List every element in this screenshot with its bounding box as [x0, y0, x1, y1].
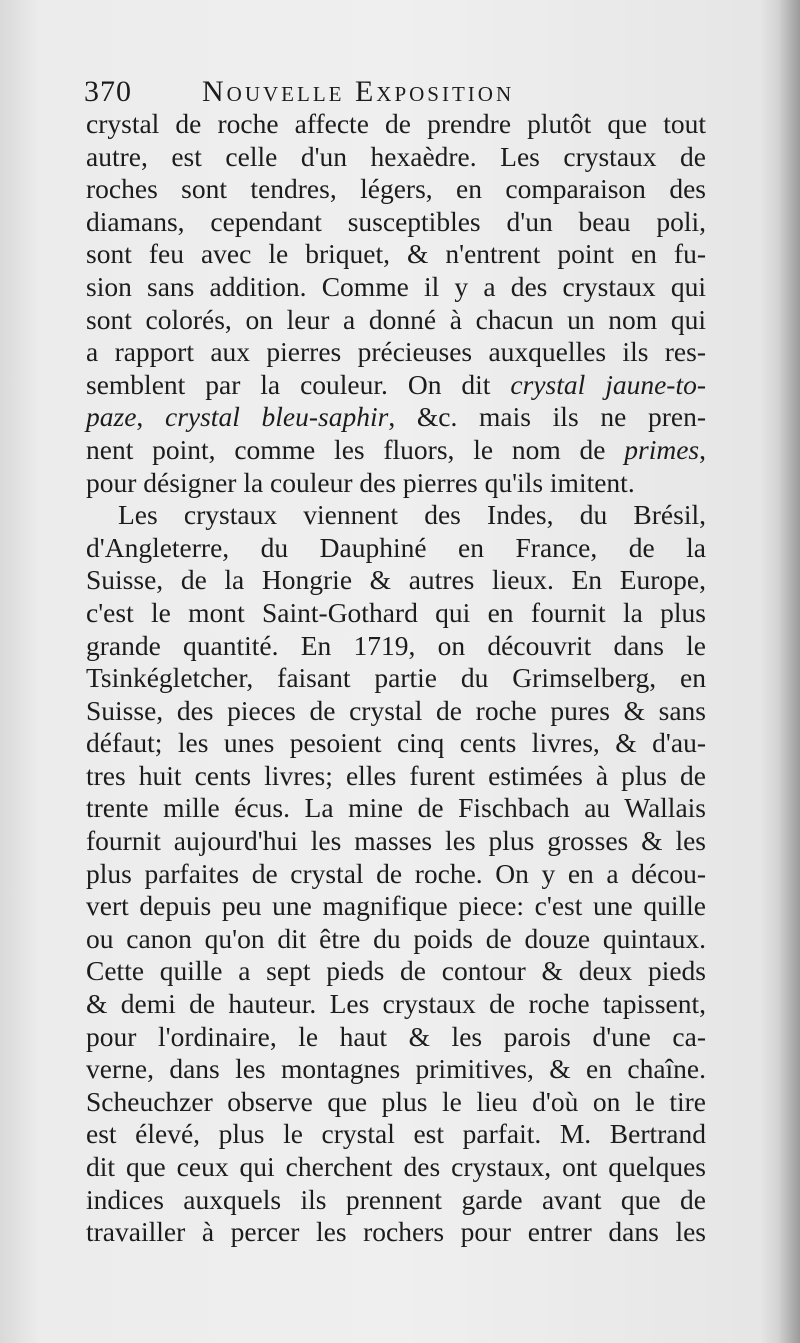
- text-line: diamans, cependant susceptibles d'un beau poli,: [86, 205, 706, 237]
- text-line: sont colorés, on leur a donné à chacun un nom qui: [86, 303, 706, 335]
- running-head: Nouvelle Exposition: [202, 75, 515, 108]
- text-line: grande quantité. En 1719, on découvrit dans le: [86, 629, 706, 661]
- text-line: fournit aujourd'hui les masses les plus grosses & les: [86, 825, 706, 857]
- text-line: pour l'ordinaire, le haut & les parois d'une ca-: [86, 1020, 706, 1052]
- page-edge-shadow: [778, 0, 800, 1343]
- text-line: dit que ceux qui cherchent des crystaux, ont quelques: [86, 1151, 706, 1182]
- text-line: Suisse, de la Hongrie & autres lieux. En Europe,: [86, 564, 706, 596]
- text-line: sion sans addition. Comme il y a des crystaux qui: [86, 270, 706, 302]
- text-line: vert depuis peu une magnifique piece: c'est une quille: [86, 890, 706, 922]
- text-line: tres huit cents livres; elles furent estimées à plus de: [86, 759, 706, 791]
- text-line: paze, crystal bleu-saphir, &c. mais ils ne pren-: [86, 401, 706, 433]
- text-line: crystal de roche affecte de prendre plutôt que tout: [86, 108, 706, 139]
- text-line: indices auxquels ils prennent garde avant que de: [86, 1183, 706, 1215]
- text-line: Les crystaux viennent des Indes, du Brésil,: [118, 499, 706, 531]
- text-line: autre, est celle d'un hexaèdre. Les crystaux de: [86, 140, 706, 172]
- text-line: & demi de hauteur. Les crystaux de roche tapissent,: [86, 988, 706, 1020]
- text-line: défaut; les unes pesoient cinq cents livres, & d'au-: [86, 727, 706, 759]
- page-number: 370: [84, 75, 132, 108]
- text-line: a rapport aux pierres précieuses auxquelles ils res-: [86, 336, 706, 368]
- text-line: d'Angleterre, du Dauphiné en France, de la: [86, 531, 706, 563]
- text-line: sont feu avec le briquet, & n'entrent point en fu-: [86, 238, 706, 270]
- text-line: nent point, comme les fluors, le nom de primes,: [86, 433, 706, 465]
- text-line: Suisse, des pieces de crystal de roche pures & sans: [86, 694, 706, 726]
- text-line: trente mille écus. La mine de Fischbach au Wallais: [86, 792, 706, 824]
- text-line: verne, dans les montagnes primitives, & en chaîne.: [86, 1053, 706, 1085]
- body-text: [86, 108, 706, 1249]
- text-line: est élevé, plus le crystal est parfait. M. Bertrand: [86, 1118, 706, 1150]
- text-line: pour désigner la couleur des pierres qu'ils imitent.: [86, 466, 635, 498]
- text-line: ou canon qu'on dit être du poids de douze quintaux.: [86, 922, 706, 954]
- text-line: Cette quille a sept pieds de contour & deux pieds: [86, 955, 706, 987]
- text-line: roches sont tendres, légers, en comparaison des: [86, 173, 706, 205]
- text-line: semblent par la couleur. On dit crystal jaune-to-: [86, 368, 707, 400]
- text-line: travailler à percer les rochers pour entrer dans les: [86, 1216, 706, 1248]
- text-line: Tsinkégletcher, faisant partie du Grimselberg, en: [86, 662, 706, 694]
- text-line: plus parfaites de crystal de roche. On y en a décou-: [86, 857, 706, 889]
- page-header: [84, 72, 704, 112]
- text-line: Scheuchzer observe que plus le lieu d'où on le tire: [86, 1085, 706, 1117]
- text-line: c'est le mont Saint-Gothard qui en fournit la plus: [86, 596, 706, 628]
